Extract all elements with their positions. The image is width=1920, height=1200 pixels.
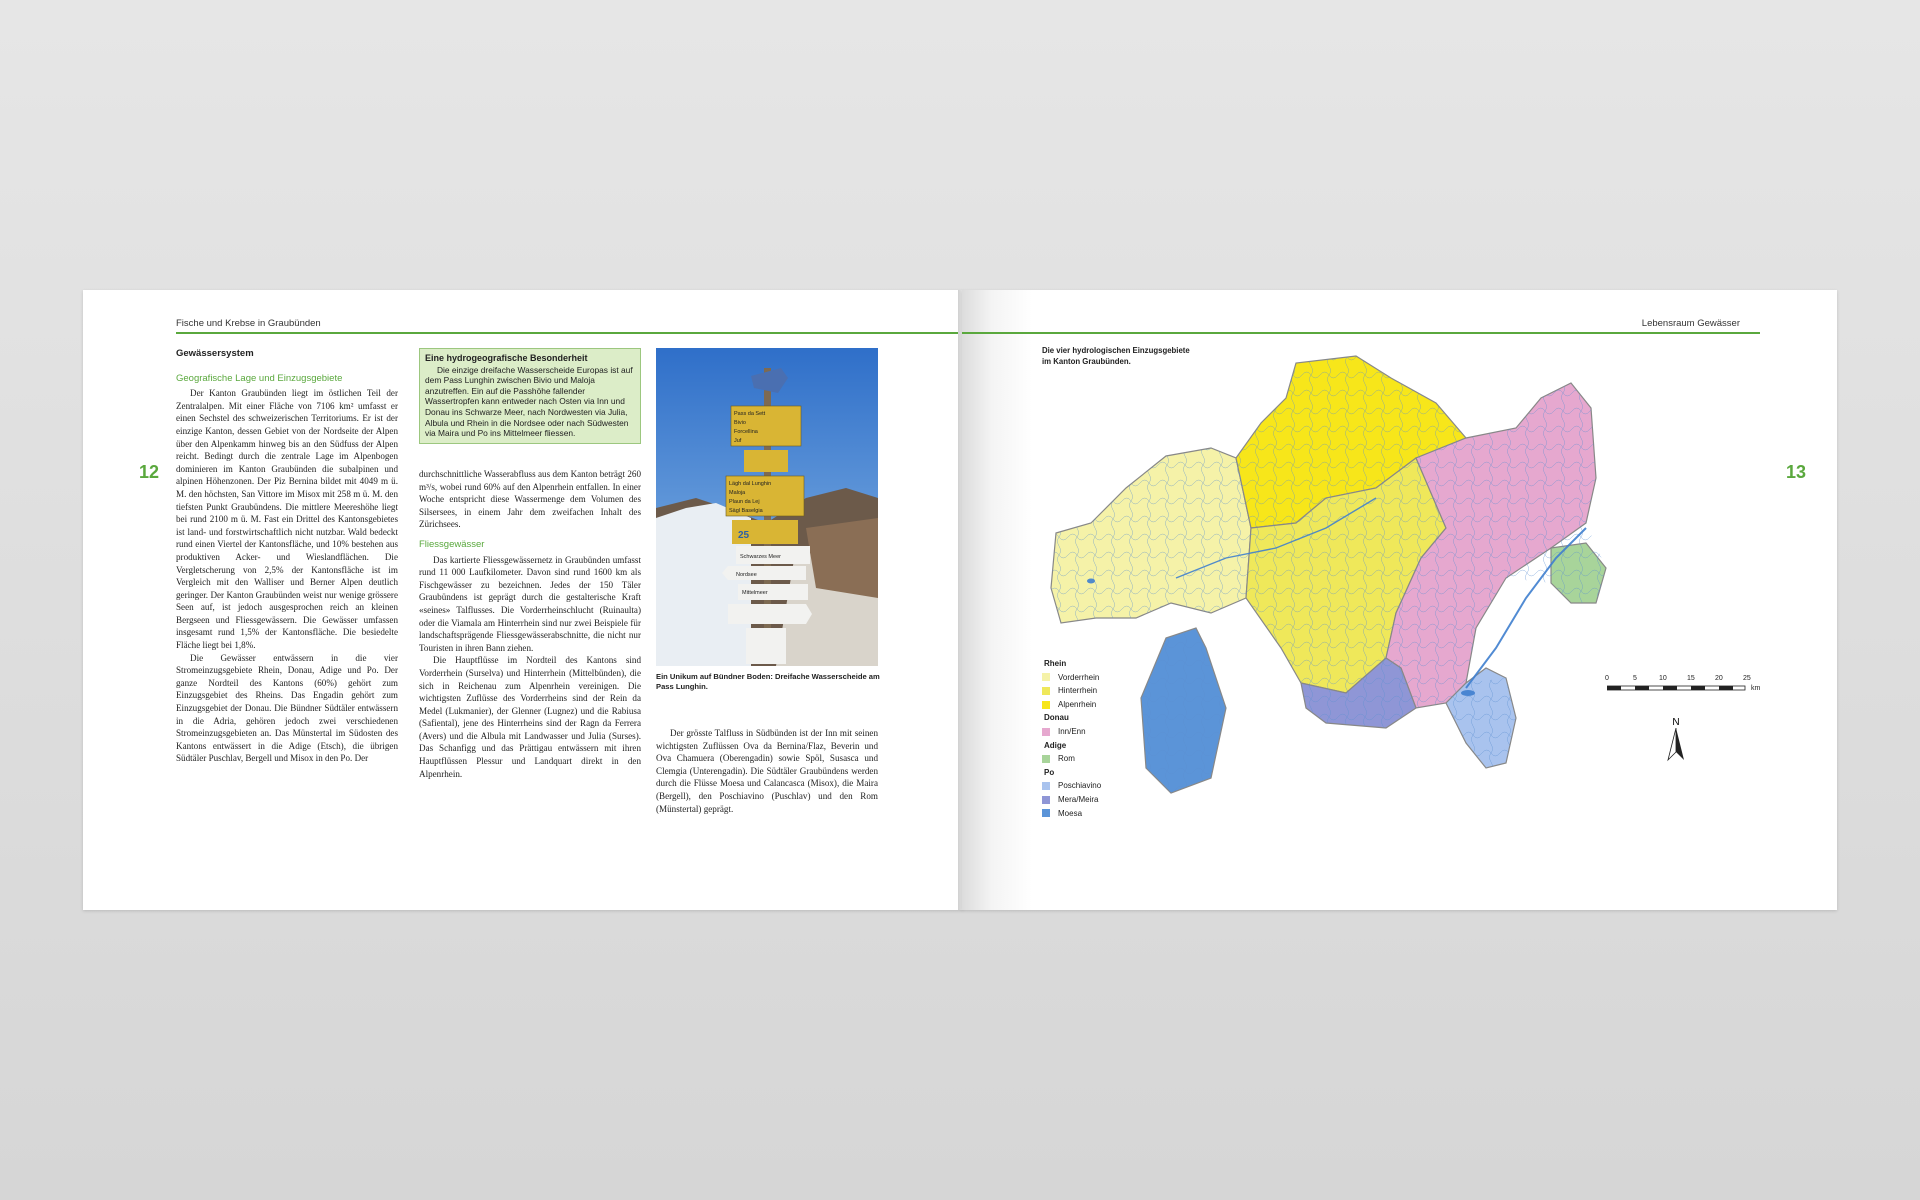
sign-text: Forcellina	[734, 429, 758, 435]
legend-label: Moesa	[1058, 808, 1083, 818]
info-box-text: Die einzige dreifache Wasserscheide Europas ist auf dem Pass Lunghin zwischen Bivio und Maloja anzutreffen. Ein auf die Passhöhe fallender Wassertropfen kann entweder nach Osten via Inn und Donau ins Schwarze Meer, nach Nordwesten via Julia, Albula und Rhein in die Nordsee oder nach Südwesten via Maira und Po ins Mittelmeer fliessen.	[425, 364, 633, 439]
legend-swatch	[1042, 728, 1050, 736]
legend-item	[1042, 793, 1101, 807]
paragraph: Das kartierte Fliessgewässernetz in Graubünden umfasst rund 11 000 Laufkilometer. Davon sind rund 1600 km als Fischgewässer zu bezeichnen. Jedes der 150 Täler Graubündens ist geprägt durch die gestalterische Kraft «seines» Talflusses. Die Vorderrheinschlucht (Ruinaulta) oder die Viamala am Hinterrhein sind nur zwei Beispiele für landschaftsprägende Fliessgewässerabschnitte, die nicht nur Touristen in ihren Bann ziehen.	[419, 554, 641, 653]
sign-text: Mittelmeer	[742, 590, 768, 596]
left-page	[83, 290, 963, 910]
legend-swatch	[1042, 755, 1050, 763]
info-box	[419, 348, 641, 444]
paragraph: Die Gewässer entwässern in die vier Stromeinzugsgebiete Rhein, Donau, Adige und Po. Der ganze Nordteil des Kantons (60%) gehört zum Einzugsgebiet des Rheins. Das Engadin gehört zum Einzugsgebiet der Donau. Die Bündner Südtäler entwässern in die Adria, gehören jedoch zwei verschiedenen Stromeinzugsgebieten an. Das Münstertal im Südosten des Kantons entwässert in die Adige (Etsch), die übrigen Südtäler Puschlav, Bergell und Misox in den Po. Der	[176, 652, 398, 764]
legend-label: Alpenrhein	[1058, 699, 1097, 709]
header-rule-left	[176, 332, 963, 334]
paragraph: Der grösste Talfluss in Südbünden ist der Inn mit seinen wichtigsten Zuflüssen Ova da Bernina/Flaz, Beverin und Ova Chamuera (Oberengadin) sowie Spöl, Susasca und Clemgia (Unterengadin). Die Südtäler Graubündens werden durch die Flüsse Moesa und Calancasca (Misox), die Maira (Bergell), den Poschiavino (Puschlav) und den Rom (Münstertal) geprägt.	[656, 728, 878, 814]
sign-text: 25	[738, 530, 750, 541]
running-head-left: Fische und Krebse in Graubünden	[176, 318, 321, 329]
scale-unit: km	[1750, 685, 1761, 692]
text-column-3	[656, 727, 878, 815]
legend-swatch	[1042, 701, 1050, 709]
scale-tick-label: 0	[1605, 675, 1609, 682]
legend-swatch	[1042, 687, 1050, 695]
subheading-geografische-lage: Geografische Lage und Einzugsgebiete	[176, 372, 343, 384]
section-title: Gewässersystem	[176, 348, 254, 359]
text-column-2	[419, 468, 641, 780]
legend-label: Vorderrhein	[1058, 672, 1100, 682]
sign-text: Schwarzes Meer	[740, 554, 781, 560]
scale-tick-label: 25	[1743, 675, 1751, 682]
legend-group: Adige	[1044, 740, 1067, 750]
river-network	[1051, 356, 1606, 793]
sign-text: Lägh dal Lunghin	[729, 481, 772, 487]
legend-item	[1042, 698, 1101, 712]
scale-tick-label: 10	[1659, 675, 1667, 682]
scale-bar-graphic	[1607, 685, 1747, 691]
legend-group: Po	[1044, 767, 1055, 777]
text-column-1	[176, 348, 398, 765]
legend-swatch	[1042, 673, 1050, 681]
sign-text: Plaun da Lej	[729, 499, 760, 505]
subheading-fliessgewaesser: Fliessgewässer	[419, 538, 485, 550]
north-arrow-icon	[1666, 728, 1686, 762]
paragraph: Die Hauptflüsse im Nordteil des Kantons sind Vorderrhein (Surselva) und Hinterrhein (Mittelbünden), die sich in Reichenau zum Alpenrhein vereinigen. Die wichtigsten Zuflüsse des Vorderrheins sind der Rein da Medel (Lukmanier), der Glenner (Lugnez) und die Rabiusa (Safiental), jene des Hinterrheins sind der Ragn da Ferrera (Avers) und die Albula mit Landwasser und Julia (Surses). Das Schanfigg und das Prättigau entwässern mit ihren Hauptflüssen Plessur und Landquart direkt in den Alpenrhein.	[419, 655, 641, 779]
legend-item	[1042, 671, 1101, 685]
legend-swatch	[1042, 796, 1050, 804]
scale-tick-label: 15	[1687, 675, 1695, 682]
paragraph: Der Kanton Graubünden liegt im östlichen Teil der Zentralalpen. Mit einer Fläche von 7106 km² umfasst er einen Sechstel des schweizerischen Territoriums. Er ist der einzige Kanton, dessen Gebiet von der Nordseite der Alpen über den Alpenkamm hinweg bis an den Südfuss der Alpen reicht. Bedingt durch die zentrale Lage im Alpenbogen dominieren im Kanton Graubünden die subalpinen und alpinen Höhenzonen. Der Piz Bernina bildet mit 4049 m ü. M. den höchsten, San Vittore im Misox mit 258 m ü. M. den tiefsten Punkt Graubündens. Die mittlere Meereshöhe liegt bei rund 2100 m ü. M. Fast ein Drittel des Kantonsgebietes ist land- und forstwirtschaftlich nicht nutzbar. Wald bedeckt rund einen Viertel der Kantonsfläche, und 10% bestehen aus produktiven Acker- und Wieslandflächen. Die Vergletscherung von 2,5% der Kantonsfläche ist im Vergleich mit den Walliser und Berner Alpen deutlich geringer. Der Kanton Graubünden weist nur wenige grössere Seen auf, ist jedoch ausgesprochen reich an kleinen Bergseen und Fliessgewässern. Die Gewässer umfassen insgesamt rund 1,5% der Kantonsfläche. Die besiedelte Fläche liegt bei 1,8%.	[176, 388, 398, 651]
page-number-left: 12	[139, 462, 160, 482]
scale-bar	[1607, 675, 1767, 692]
legend-item	[1042, 807, 1101, 821]
info-box-title: Eine hydrogeografische Besonderheit	[425, 353, 588, 363]
map-legend	[1042, 657, 1101, 820]
north-label: N	[1672, 717, 1680, 728]
running-head-right: Lebensraum Gewässer	[1641, 318, 1740, 329]
legend-item	[1042, 752, 1101, 766]
legend-item	[1042, 725, 1101, 739]
right-page	[962, 290, 1837, 910]
sign-text: Sägl Baselgia	[729, 508, 763, 514]
legend-item	[1042, 779, 1101, 793]
scale-tick-label: 5	[1633, 675, 1637, 682]
map-title-line: im Kanton Graubünden.	[1042, 356, 1131, 366]
legend-label: Rom	[1058, 754, 1075, 764]
legend-group: Donau	[1044, 713, 1069, 723]
legend-swatch	[1042, 809, 1050, 817]
signpost-photo	[656, 348, 878, 666]
sign-text: Maloja	[729, 490, 746, 496]
header-rule-right	[962, 332, 1760, 334]
paragraph: durchschnittliche Wasserabfluss aus dem Kanton beträgt 260 m³/s, wobei rund 60% auf den Alpenrhein entfallen. In einer Woche entspricht diese Wassermenge dem Volumen des Silsersees, in einem Jahr dem zweifachen Inhalt des Zürichsees.	[419, 469, 641, 530]
map-title-line: Die vier hydrologischen Einzugsgebiete	[1042, 346, 1190, 355]
legend-group: Rhein	[1044, 659, 1067, 668]
sign-text: Juf	[734, 438, 742, 444]
legend-label: Mera/Meira	[1058, 794, 1099, 804]
north-arrow	[1666, 717, 1686, 765]
legend-label: Poschiavino	[1058, 781, 1102, 791]
sign-text: Pass da Sett	[734, 411, 766, 417]
photo-caption: Ein Unikum auf Bündner Boden: Dreifache Wasserscheide am Pass Lunghin.	[656, 672, 880, 691]
legend-item	[1042, 684, 1101, 698]
sign-text: Nordsee	[736, 572, 757, 578]
sign-text: Bivio	[734, 420, 746, 426]
scale-tick-label: 20	[1715, 675, 1723, 682]
signpost-illustration	[656, 348, 878, 666]
legend-label: Hinterrhein	[1058, 686, 1098, 696]
page-number-right: 13	[1786, 462, 1807, 482]
legend-label: Inn/Enn	[1058, 726, 1086, 736]
legend-swatch	[1042, 782, 1050, 790]
